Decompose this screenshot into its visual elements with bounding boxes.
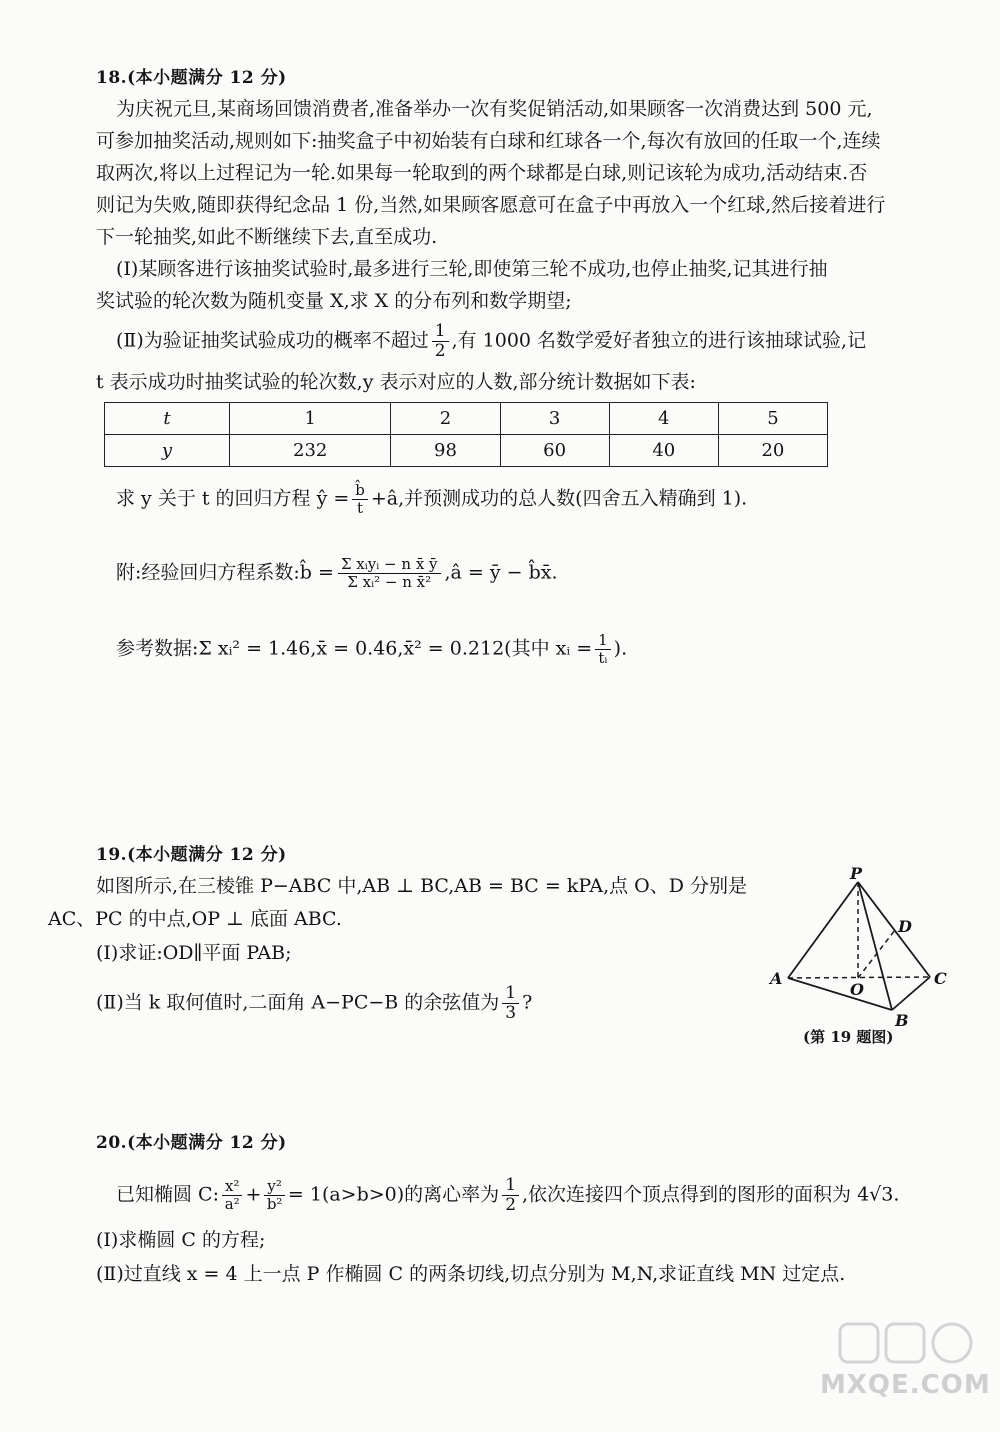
- third-fraction-numerator: 1: [502, 984, 519, 1004]
- q18-paragraph-line-5: 下一轮抽奖,如此不断继续下去,直至成功.: [96, 226, 438, 248]
- x-fraction-numerator: x²: [222, 1178, 242, 1196]
- regression-text-pre: 求 y 关于 t 的回归方程 ŷ =: [116, 487, 350, 510]
- appendix-denominator: Σ xᵢ² − n x̄²: [347, 573, 432, 591]
- table-cell: 2: [391, 403, 500, 435]
- segment-od-hidden: [858, 930, 895, 978]
- table-cell: 98: [391, 435, 500, 467]
- third-fraction: [502, 984, 519, 1023]
- label-c: C: [934, 969, 947, 988]
- half-fraction-denominator: 2: [434, 341, 446, 361]
- appendix-numerator: Σ xᵢyᵢ − n x̄ ȳ: [338, 556, 441, 574]
- q18-part2-line-2: t 表示成功时抽奖试验的轮次数,y 表示对应的人数,部分统计数据如下表:: [96, 371, 696, 393]
- q19-part2-text-post: ?: [522, 991, 533, 1014]
- q20-part1: (Ⅰ)求椭圆 C 的方程;: [96, 1229, 266, 1251]
- appendix-text-pre: 附:经验回归方程系数:b̂ =: [116, 561, 334, 584]
- q20-text-post: ,依次连接四个顶点得到的图形的面积为 4√3.: [522, 1183, 900, 1206]
- q19-part1: (Ⅰ)求证:OD∥平面 PAB;: [96, 942, 292, 964]
- q19-part2-line: [96, 984, 532, 1023]
- table-cell: 60: [500, 435, 609, 467]
- x-fraction: [222, 1178, 242, 1213]
- q20-heading: 20.(本小题满分 12 分): [96, 1133, 287, 1153]
- edge-ab: [788, 978, 892, 1010]
- pyramid-figure: [764, 866, 964, 1036]
- table-cell: 20: [718, 435, 827, 467]
- table-row-y: [105, 435, 828, 467]
- label-a: A: [770, 969, 783, 988]
- reference-sum: Σ xᵢ² = 1.46,x̄ = 0.46,x̄² = 0.212(其中 xᵢ =: [198, 637, 593, 660]
- eccentricity-denominator: 2: [505, 1195, 517, 1215]
- label-d: D: [898, 917, 912, 936]
- appendix-formula-line: [116, 556, 558, 591]
- reference-numerator: 1: [595, 632, 611, 650]
- label-b: B: [895, 1011, 909, 1030]
- q19-paragraph-line-1: 如图所示,在三棱锥 P−ABC 中,AB ⊥ BC,AB = BC = kPA,点 O、D 分别是: [96, 875, 748, 897]
- plus-sign: +: [245, 1183, 262, 1206]
- reference-denominator: tᵢ: [598, 649, 608, 667]
- y-fraction-numerator: y²: [264, 1178, 285, 1196]
- regression-numerator: b̂: [352, 482, 368, 500]
- q18-paragraph-line-4: 则记为失败,随即获得纪念品 1 份,当然,如果顾客愿意可在盒子中再放入一个红球,然后接着进行: [96, 194, 886, 216]
- table-cell: 4: [609, 403, 718, 435]
- table-cell: 3: [500, 403, 609, 435]
- q18-part2-line-1: [116, 322, 866, 361]
- edge-pa: [788, 882, 858, 978]
- statistics-table: [104, 402, 828, 467]
- half-fraction: [432, 322, 449, 361]
- watermark-logo-icon: [830, 1318, 980, 1368]
- q18-paragraph-line-2: 可参加抽奖活动,规则如下:抽奖盒子中初始装有白球和红球各一个,每次有放回的任取一个,连续: [96, 130, 881, 152]
- reference-text-pre: 参考数据:: [116, 637, 199, 660]
- q19-paragraph-line-2: AC、PC 的中点,OP ⊥ 底面 ABC.: [48, 908, 342, 930]
- label-p: P: [850, 866, 863, 883]
- q20-text-pre: 已知椭圆 C:: [116, 1183, 219, 1206]
- table-header-y: y: [105, 435, 230, 467]
- q18-heading: 18.(本小题满分 12 分): [96, 68, 287, 88]
- q19-part2-text-pre: (Ⅱ)当 k 取何值时,二面角 A−PC−B 的余弦值为: [96, 991, 500, 1014]
- q20-text-mid: = 1(a>b>0)的离心率为: [287, 1183, 500, 1206]
- q18-part1-line-1: (Ⅰ)某顾客进行该抽奖试验时,最多进行三轮,即使第三轮不成功,也停止抽奖,记其进行抽: [116, 258, 828, 280]
- reference-text-post: ).: [613, 637, 628, 660]
- appendix-fraction: [338, 556, 441, 591]
- table-cell: 232: [230, 435, 391, 467]
- edge-bc: [892, 977, 930, 1010]
- x-fraction-denominator: a²: [224, 1195, 240, 1213]
- q18-paragraph-line-3: 取两次,将以上过程记为一轮.如果每一轮取到的两个球都是白球,则记该轮为成功,活动结束.否: [96, 162, 868, 184]
- y-fraction: [264, 1178, 285, 1213]
- y-fraction-denominator: b²: [266, 1195, 283, 1213]
- figure-caption: (第 19 题图): [803, 1028, 894, 1046]
- regression-text-post: +â,并预测成功的总人数(四舍五入精确到 1).: [370, 487, 748, 510]
- regression-fraction: [352, 482, 368, 517]
- q20-paragraph-line: [116, 1176, 899, 1215]
- table-header-t: t: [105, 403, 230, 435]
- q18-part2-text-pre: (Ⅱ)为验证抽奖试验成功的概率不超过: [116, 329, 429, 352]
- third-fraction-denominator: 3: [505, 1003, 517, 1023]
- reference-fraction: [595, 632, 611, 667]
- eccentricity-fraction: [502, 1176, 519, 1215]
- regression-equation-line: [116, 482, 747, 517]
- table-cell: 1: [230, 403, 391, 435]
- half-fraction-numerator: 1: [432, 322, 449, 342]
- q18-paragraph-line-1: 为庆祝元旦,某商场回馈消费者,准备举办一次有奖促销活动,如果顾客一次消费达到 500 元,: [116, 98, 873, 120]
- q20-part2: (Ⅱ)过直线 x = 4 上一点 P 作椭圆 C 的两条切线,切点分别为 M,N,求证直线 MN 过定点.: [96, 1263, 846, 1285]
- table-cell: 5: [718, 403, 827, 435]
- label-o: O: [850, 980, 864, 999]
- q18-part1-line-2: 奖试验的轮次数为随机变量 X,求 X 的分布列和数学期望;: [96, 290, 572, 312]
- watermark-text: MXQE.COM: [820, 1370, 991, 1400]
- reference-data-line: [116, 632, 627, 667]
- table-cell: 40: [609, 435, 718, 467]
- table-row-t: [105, 403, 828, 435]
- edge-pc: [858, 882, 930, 977]
- appendix-text-post: ,â = ȳ − b̂x̄.: [444, 561, 558, 584]
- q18-part2-text-post: ,有 1000 名数学爱好者独立的进行该抽球试验,记: [451, 329, 867, 352]
- eccentricity-numerator: 1: [502, 1176, 519, 1196]
- regression-denominator: t: [357, 499, 364, 517]
- q19-heading: 19.(本小题满分 12 分): [96, 845, 287, 865]
